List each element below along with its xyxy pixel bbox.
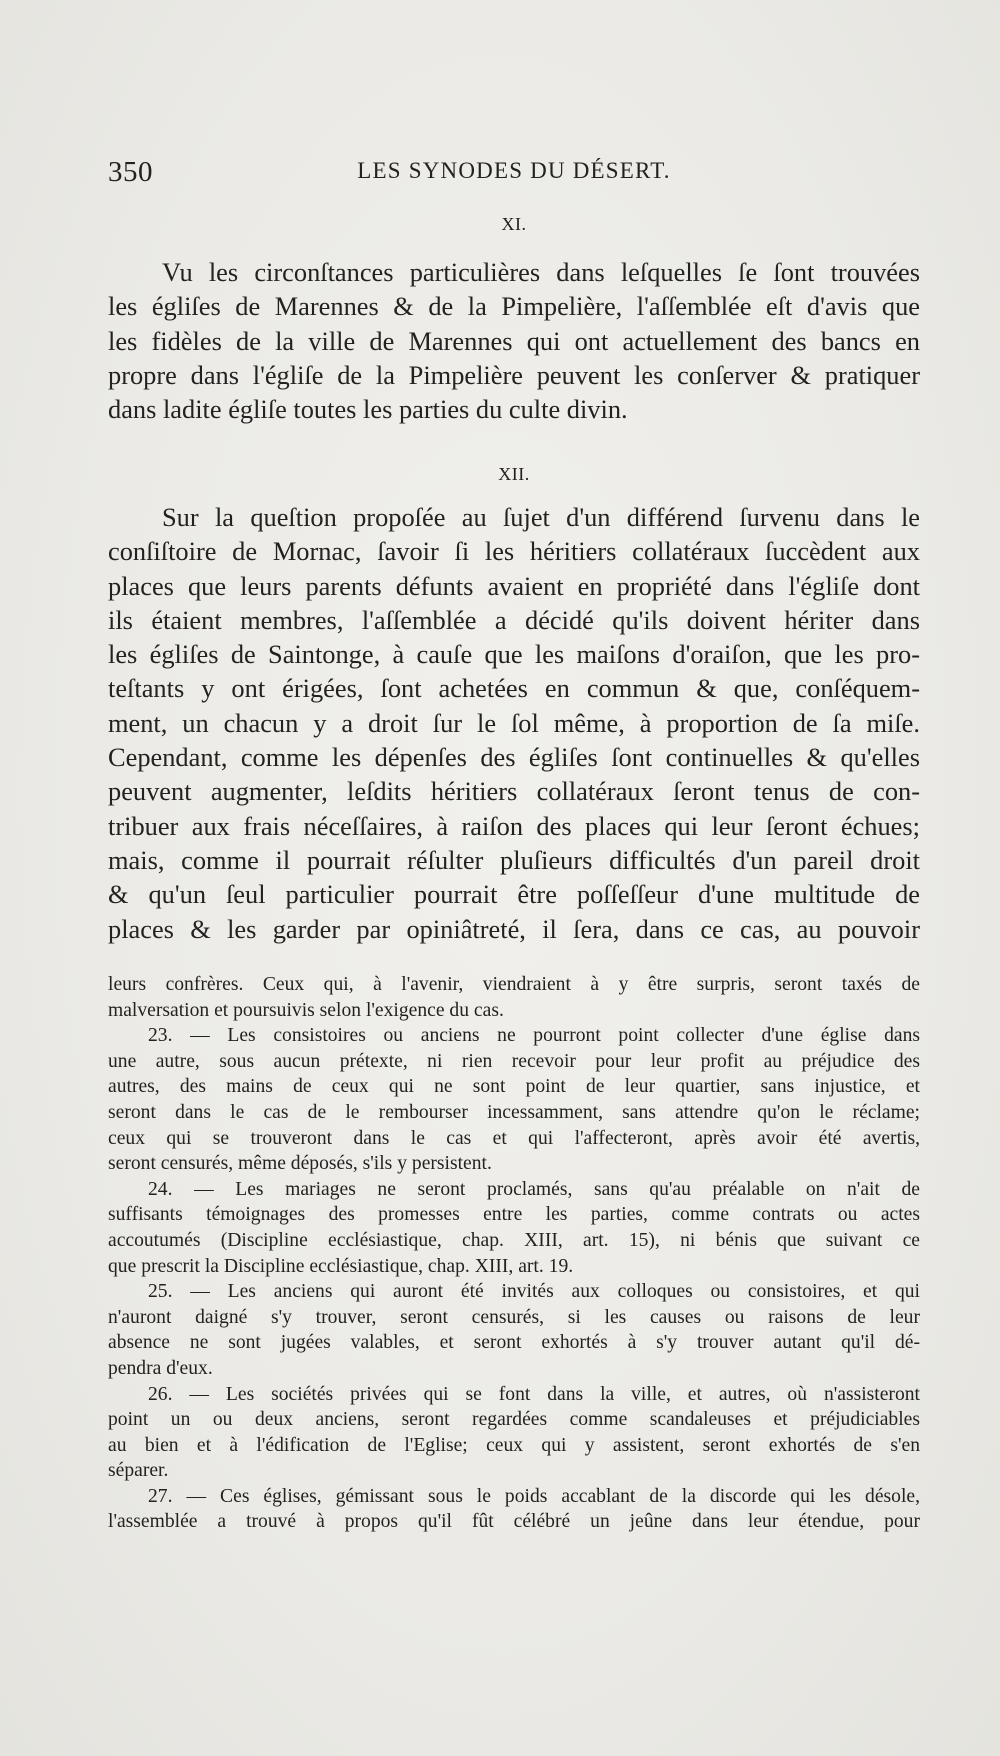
note-line: 27. — Ces églises, gémissant sous le poids accablant de la discorde qui les désole, [148, 1485, 920, 1507]
note-line: 26. — Les sociétés privées qui se font dans la ville, et autres, où n'assisteront [148, 1383, 920, 1405]
note-line: seront censurés, même déposés, s'ils y persistent. [108, 1153, 492, 1175]
note-line: absence ne sont jugées valables, et seront exhortés à s'y trouver autant qu'il dé- [108, 1332, 920, 1354]
note-line: accoutumés (Discipline ecclésiastique, chap. XIII, art. 15), ni bénis que suivant ce [108, 1229, 920, 1251]
text-line: Sur la queſtion propoſée au ſujet d'un différend ſurvenu dans le [162, 502, 920, 532]
note-line: une autre, sous aucun prétexte, ni rien recevoir pour leur profit au préjudice des [108, 1050, 920, 1072]
note-line: malversation et poursuivis selon l'exigence du cas. [108, 999, 504, 1021]
section-heading-xii: XII. [498, 464, 530, 484]
note-line: que prescrit la Discipline ecclésiastique, chap. XIII, art. 19. [108, 1255, 574, 1277]
note-line: 23. — Les consistoires ou anciens ne pourront point collecter d'une église dans [148, 1025, 920, 1047]
text-line: conſiſtoire de Mornac, ſavoir ſi les héritiers collatéraux ſuccèdent aux [108, 536, 920, 567]
text-line: les fidèles de la ville de Marennes qui ont actuellement des bancs en [108, 325, 920, 356]
page-number: 350 [108, 156, 153, 188]
note-line: leurs confrères. Ceux qui, à l'avenir, viendraient à y être surpris, seront taxés de [108, 974, 920, 995]
text-line: ment, un chacun y a droit ſur le ſol même, à proportion de ſa miſe. [108, 707, 920, 738]
footnotes [108, 972, 920, 1535]
text-line: les égliſes de Saintonge, à cauſe que les maiſons d'oraiſon, que les pro- [108, 639, 920, 670]
note-line: point un ou deux anciens, seront regardées comme scandaleuses et préjudiciables [108, 1409, 920, 1431]
text-line: tribuer aux frais néceſſaires, à raiſon des places qui leur ſeront échues; [108, 810, 920, 841]
paragraph-xii [108, 500, 920, 946]
note-line: ceux qui se trouveront dans le cas et qui l'affecteront, après avoir été avertis, [108, 1127, 920, 1149]
note-line: autres, des mains de ceux qui ne sont point de leur quartier, sans injustice, et [108, 1076, 920, 1098]
text-line: places & les garder par opiniâtreté, il ſera, dans ce cas, au pouvoir [108, 913, 920, 944]
text-line: & qu'un ſeul particulier pourrait être poſſeſſeur d'une multitude de [108, 879, 920, 910]
note-line: 24. — Les mariages ne seront proclamés, sans qu'au préalable on n'ait de [148, 1178, 920, 1200]
text-line: Cependant, comme les dépenſes des égliſes ſont continuelles & qu'elles [108, 742, 920, 773]
text-line: les égliſes de Marennes & de la Pimpelière, l'aſſemblée eſt d'avis que [108, 291, 920, 322]
text-line: Vu les circonſtances particulières dans leſquelles ſe ſont trouvées [162, 257, 920, 287]
note-line: seront dans le cas de le rembourser incessamment, sans attendre qu'on le réclame; [108, 1101, 920, 1123]
paragraph-xi [108, 255, 920, 426]
text-line: ils étaient membres, l'aſſemblée a décidé qu'ils doivent hériter dans [108, 604, 920, 635]
note-line: au bien et à l'édification de l'Eglise; ceux qui y assistent, seront exhortés de s'en [108, 1434, 920, 1456]
note-line: 25. — Les anciens qui auront été invités aux colloques ou consistoires, et qui [148, 1281, 920, 1303]
text-line: places que leurs parents défunts avaient en propriété dans l'égliſe dont [108, 570, 920, 601]
text-line: dans ladite égliſe toutes les parties du culte divin. [108, 394, 628, 425]
page-header [108, 156, 920, 196]
note-line: pendra d'eux. [108, 1357, 213, 1379]
note-line: l'assemblée a trouvé à propos qu'il fût célébré un jeûne dans leur étendue, pour [108, 1511, 920, 1533]
note-line: n'auront daigné s'y trouver, seront censurés, si les causes ou raisons de leur [108, 1306, 920, 1328]
note-line: suffisants témoignages des promesses entre les parties, comme contrats ou actes [108, 1204, 920, 1226]
section-heading-xi: XI. [501, 214, 527, 234]
text-line: peuvent augmenter, leſdits héritiers collatéraux ſeront tenus de con- [108, 776, 920, 807]
note-line: séparer. [108, 1460, 169, 1482]
running-title: LES SYNODES DU DÉSERT. [357, 158, 671, 183]
text-line: mais, comme il pourrait réſulter pluſieurs difficultés d'un pareil droit [108, 844, 920, 875]
text-line: propre dans l'égliſe de la Pimpelière peuvent les conſerver & pratiquer [108, 359, 920, 390]
text-line: teſtants y ont érigées, ſont achetées en commun & que, conſéquem- [108, 673, 920, 704]
